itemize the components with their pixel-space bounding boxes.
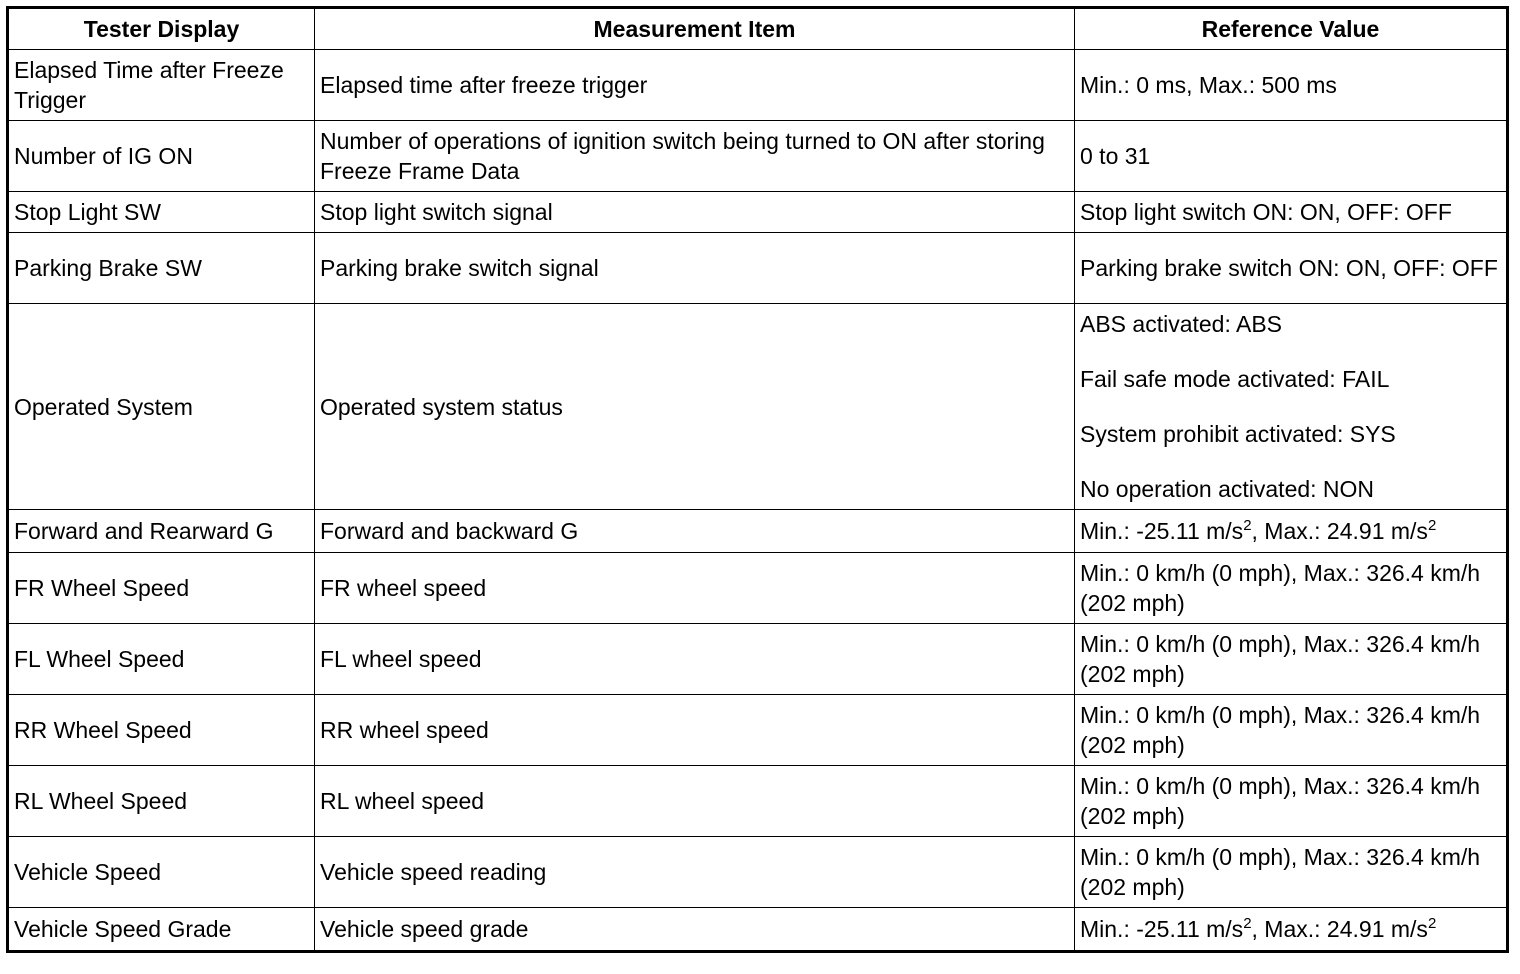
measurement-item-cell: FR wheel speed: [315, 553, 1075, 624]
reference-value-cell: Min.: 0 km/h (0 mph), Max.: 326.4 km/h (202 mph): [1075, 837, 1508, 908]
table-row: [8, 50, 1508, 121]
table-row: [8, 304, 1508, 510]
tester-display-cell: FL Wheel Speed: [8, 624, 315, 695]
table-row: [8, 192, 1508, 233]
min-value-text: Min.: -25.11 m/s: [1080, 916, 1244, 942]
table-row: [8, 233, 1508, 304]
header-reference-value: Reference Value: [1075, 8, 1508, 50]
reference-line: ABS activated: ABS: [1080, 311, 1283, 337]
measurement-item-cell: Stop light switch signal: [315, 192, 1075, 233]
measurement-item-cell: Operated system status: [315, 304, 1075, 510]
min-exponent: 2: [1243, 517, 1252, 534]
reference-value-cell: Min.: 0 km/h (0 mph), Max.: 326.4 km/h (202 mph): [1075, 695, 1508, 766]
measurement-item-cell: FL wheel speed: [315, 624, 1075, 695]
data-list-table: [6, 6, 1509, 953]
max-value-text: , Max.: 24.91 m/s: [1251, 518, 1428, 544]
table-row: [8, 121, 1508, 192]
tester-display-cell: Vehicle Speed: [8, 837, 315, 908]
reference-value-cell: [1075, 510, 1508, 553]
reference-value-cell: Min.: 0 ms, Max.: 500 ms: [1075, 50, 1508, 121]
tester-display-cell: RR Wheel Speed: [8, 695, 315, 766]
measurement-item-cell: RL wheel speed: [315, 766, 1075, 837]
table-row: [8, 510, 1508, 553]
reference-line: No operation activated: NON: [1080, 476, 1375, 502]
reference-value-cell: [1075, 304, 1508, 510]
tester-display-cell: FR Wheel Speed: [8, 553, 315, 624]
reference-value-cell: Min.: 0 km/h (0 mph), Max.: 326.4 km/h (202 mph): [1075, 766, 1508, 837]
measurement-item-cell: Forward and backward G: [315, 510, 1075, 553]
reference-line: System prohibit activated: SYS: [1080, 421, 1396, 447]
measurement-item-cell: Number of operations of ignition switch being turned to ON after storing Freeze Frame Data: [315, 121, 1075, 192]
header-tester-display: Tester Display: [8, 8, 315, 50]
reference-value-cell: Stop light switch ON: ON, OFF: OFF: [1075, 192, 1508, 233]
reference-value-cell: Min.: 0 km/h (0 mph), Max.: 326.4 km/h (202 mph): [1075, 624, 1508, 695]
reference-value-cell: [1075, 908, 1508, 952]
reference-line: Fail safe mode activated: FAIL: [1080, 366, 1390, 392]
tester-display-cell: RL Wheel Speed: [8, 766, 315, 837]
tester-display-cell: Number of IG ON: [8, 121, 315, 192]
measurement-item-cell: Parking brake switch signal: [315, 233, 1075, 304]
measurement-item-cell: Elapsed time after freeze trigger: [315, 50, 1075, 121]
header-measurement-item: Measurement Item: [315, 8, 1075, 50]
max-exponent: 2: [1427, 915, 1437, 932]
tester-display-cell: Stop Light SW: [8, 192, 315, 233]
measurement-item-cell: Vehicle speed reading: [315, 837, 1075, 908]
measurement-item-cell: Vehicle speed grade: [315, 908, 1075, 952]
table-row: [8, 553, 1508, 624]
max-value-text: , Max.: 24.91 m/s: [1251, 916, 1428, 942]
table-row: [8, 908, 1508, 952]
tester-display-cell: Vehicle Speed Grade: [8, 908, 315, 952]
min-exponent: 2: [1243, 915, 1252, 932]
tester-display-cell: Operated System: [8, 304, 315, 510]
reference-value-cell: 0 to 31: [1075, 121, 1508, 192]
reference-value-cell: Parking brake switch ON: ON, OFF: OFF: [1075, 233, 1508, 304]
table-row: [8, 624, 1508, 695]
table-row: [8, 837, 1508, 908]
reference-value-cell: Min.: 0 km/h (0 mph), Max.: 326.4 km/h (202 mph): [1075, 553, 1508, 624]
measurement-item-cell: RR wheel speed: [315, 695, 1075, 766]
table-row: [8, 695, 1508, 766]
table-header-row: [8, 8, 1508, 50]
tester-display-cell: Elapsed Time after Freeze Trigger: [8, 50, 315, 121]
tester-display-cell: Forward and Rearward G: [8, 510, 315, 553]
min-value-text: Min.: -25.11 m/s: [1080, 518, 1244, 544]
table-row: [8, 766, 1508, 837]
tester-display-cell: Parking Brake SW: [8, 233, 315, 304]
max-exponent: 2: [1427, 517, 1437, 534]
